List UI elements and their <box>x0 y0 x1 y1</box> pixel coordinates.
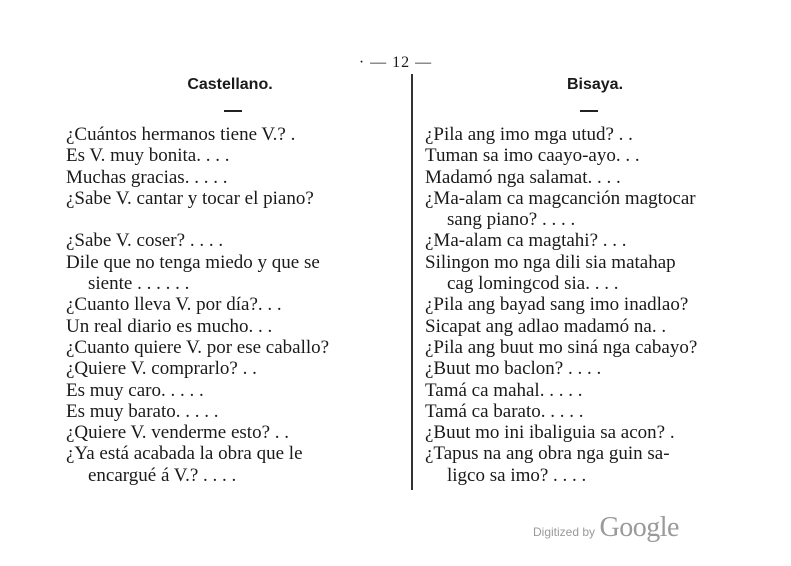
bisaya-column <box>425 124 765 486</box>
column-divider <box>411 74 413 490</box>
bisaya-line: ¿Buut mo baclon? . . . . <box>425 358 602 380</box>
castellano-line: siente . . . . . . <box>88 273 190 295</box>
castellano-line: ¿Quiere V. venderme esto? . . <box>66 422 289 444</box>
google-watermark <box>533 512 679 544</box>
castellano-line: ¿Quiere V. comprarlo? . . <box>66 358 257 380</box>
bisaya-line: ¿Pila ang imo mga utud? . . <box>425 124 633 145</box>
bisaya-line: Sicapat ang adlao madamó na. . <box>425 315 667 337</box>
castellano-line: ¿Sabe V. cantar y tocar el piano? <box>66 187 314 209</box>
castellano-line: ¿Cuanto quiere V. por ese caballo? <box>66 336 330 358</box>
castellano-line: ¿Cuanto lleva V. por día?. . . <box>66 294 282 316</box>
bisaya-line: ¿Pila ang bayad sang imo inadlao? <box>425 294 689 316</box>
header-bisaya: Bisaya. <box>566 76 624 93</box>
bisaya-line: ¿Tapus na ang obra nga guin sa- <box>425 443 670 465</box>
castellano-column <box>66 124 402 486</box>
castellano-line: encargué á V.? . . . . <box>88 464 237 486</box>
castellano-line: Muchas gracias. . . . . <box>66 166 228 188</box>
castellano-gap <box>66 209 402 230</box>
castellano-line: Un real diario es mucho. . . <box>66 315 273 337</box>
bisaya-line: ¿Pila ang buut mo siná nga cabayo? <box>425 336 698 358</box>
bisaya-line: Tamá ca mahal. . . . . <box>425 379 583 401</box>
castellano-line: ¿Cuántos hermanos tiene V.? . <box>66 124 296 145</box>
bisaya-line: Tamá ca barato. . . . . <box>425 400 584 422</box>
watermark-brand: Google <box>599 512 679 543</box>
castellano-line: Dile que no tenga miedo y que se <box>66 251 320 273</box>
bisaya-line: sang piano? . . . . <box>447 209 576 231</box>
castellano-line: ¿Ya está acabada la obra que le <box>66 443 303 465</box>
bisaya-line: Tuman sa imo caayo-ayo. . . <box>425 145 640 167</box>
bisaya-line: ¿Ma-alam ca magtahi? . . . <box>425 230 627 252</box>
bisaya-line: Madamó nga salamat. . . . <box>425 166 621 188</box>
castellano-line: ¿Sabe V. coser? . . . . <box>66 230 224 252</box>
castellano-line: Es muy barato. . . . . <box>66 400 219 422</box>
header-rule-left <box>224 110 242 112</box>
bisaya-line: ¿Buut mo ini ibaliguia sa acon? . <box>425 422 675 444</box>
header-rule-right <box>580 110 598 112</box>
bisaya-line: Silingon mo nga dili sia matahap <box>425 251 676 273</box>
bisaya-line: cag lomingcod sia. . . . <box>447 273 619 295</box>
bisaya-line: ¿Ma-alam ca magcanción magtocar <box>425 187 696 209</box>
castellano-line: Es muy caro. . . . . <box>66 379 204 401</box>
page-number: · — 12 — <box>358 54 433 71</box>
watermark-digitized: Digitized by <box>533 525 596 539</box>
castellano-line: Es V. muy bonita. . . . <box>66 145 230 167</box>
header-castellano: Castellano. <box>187 76 273 93</box>
bisaya-line: ligco sa imo? . . . . <box>447 464 587 486</box>
